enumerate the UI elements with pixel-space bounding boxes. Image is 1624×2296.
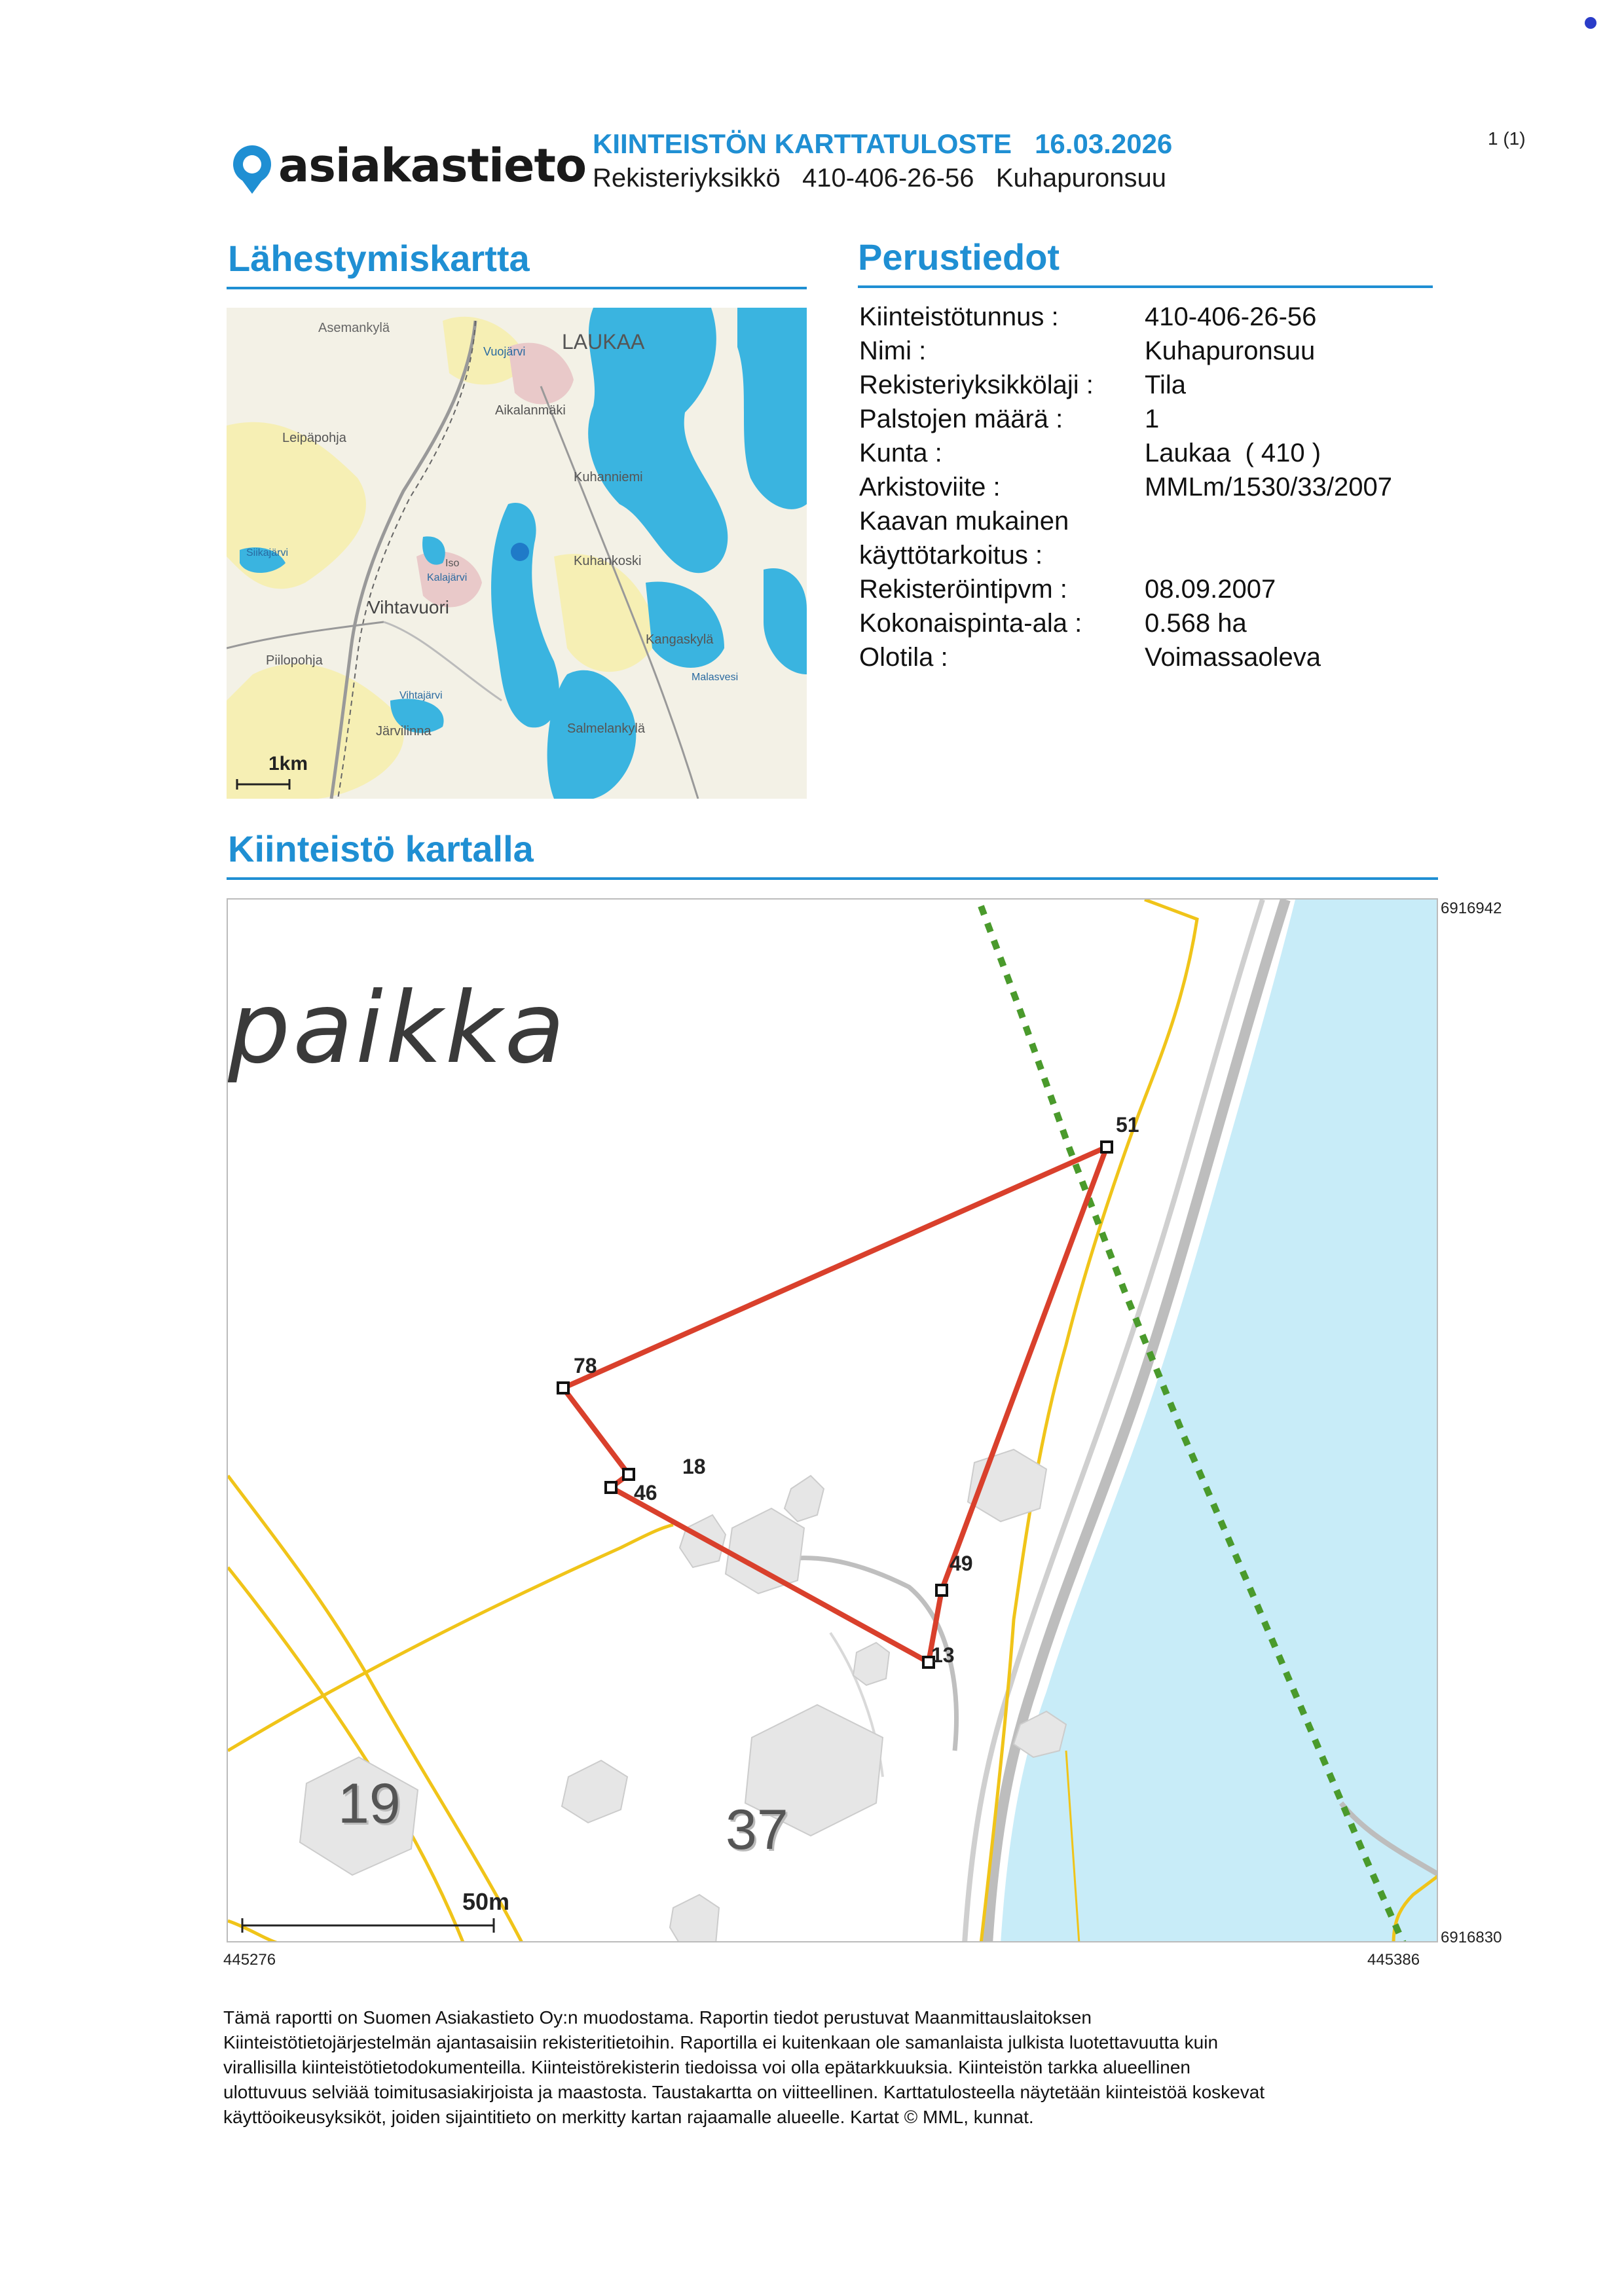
report-title: KIINTEISTÖN KARTTATULOSTE 16.03.2026 — [593, 128, 1173, 159]
place-label: Malasvesi — [692, 672, 739, 683]
disclaimer — [223, 2005, 1402, 2130]
disclaimer-line: Kiinteistötietojärjestelmän ajantasaisiin rekisteritietoihin. Raportilla ei kuitenkaan ole samanlaista julkista luotettavuutta kuin — [223, 2032, 1219, 2052]
info-value: Kuhapuronsuu — [1145, 337, 1316, 365]
location-pin-icon — [229, 143, 275, 194]
scale-bar-icon — [236, 779, 292, 790]
place-label: Vuojärvi — [483, 345, 526, 358]
info-label: Kunta : — [859, 439, 942, 467]
disclaimer-line: käyttöoikeusyksiköt, joiden sijaintitieto on merkitty kartan rajaamalle alueelle. Kartat © MML, kunnat. — [223, 2107, 1034, 2127]
property-map[interactable] — [227, 898, 1438, 1942]
disclaimer-line: ulottuvuus selviää toimitusasiakirjoista ja maastosta. Taustakartta on viitteellinen. Karttatulosteella näytetään kiinteistöä koskevat — [223, 2082, 1265, 2102]
subtitle-name: Kuhapuronsuu — [995, 164, 1167, 192]
approach-map[interactable] — [227, 308, 807, 799]
map-place-label: paikka — [228, 972, 568, 1085]
info-value: 08.09.2007 — [1145, 575, 1276, 604]
info-value: MMLm/1530/33/2007 — [1145, 473, 1393, 501]
place-label: Salmelankylä — [567, 721, 645, 736]
info-value: 0.568 ha — [1145, 609, 1247, 638]
approach-map-rule — [227, 287, 807, 289]
place-label: Kuhankoski — [574, 554, 642, 568]
coord-top-right: 6916942 — [1441, 900, 1502, 917]
point-label: 49 — [950, 1552, 973, 1575]
property-map-rule — [227, 877, 1438, 880]
disclaimer-line: Tämä raportti on Suomen Asiakastieto Oy:n muodostama. Raportin tiedot perustuvat Maanmittauslaitoksen — [223, 2007, 1092, 2028]
info-value: 410-406-26-56 — [1145, 302, 1317, 331]
report-subtitle — [593, 164, 1166, 193]
info-label: Rekisteriyksikkölaji : — [859, 371, 1094, 399]
page-number: 1 (1) — [1488, 128, 1526, 149]
point-label: 51 — [1116, 1113, 1139, 1137]
basic-info-title: Perustiedot — [858, 236, 1060, 278]
info-label: Kaavan mukainen — [859, 507, 1069, 536]
info-label: käyttötarkoitus : — [859, 541, 1043, 570]
info-label: Arkistoviite : — [859, 473, 1001, 501]
subtitle-label: Rekisteriyksikkö — [593, 164, 781, 192]
info-value: 1 — [1145, 405, 1160, 433]
info-label: Palstojen määrä : — [859, 405, 1063, 433]
place-label: Vihtajärvi — [399, 690, 443, 701]
property-map-scale: 50m — [462, 1888, 510, 1915]
info-label: Olotila : — [859, 643, 948, 672]
logo-text: asiakastieto — [278, 139, 587, 192]
property-map-title: Kiinteistö kartalla — [228, 828, 534, 869]
scale-bar-icon — [241, 1918, 496, 1933]
coord-bottom-mid: 445386 — [1367, 1951, 1420, 1969]
point-label: 46 — [634, 1481, 657, 1504]
info-label: Nimi : — [859, 337, 927, 365]
point-label: 13 — [931, 1643, 955, 1667]
place-label: Kalajärvi — [427, 572, 468, 583]
parcel-number: 19 — [338, 1772, 401, 1835]
info-value: Laukaa ( 410 ) — [1145, 439, 1321, 467]
approach-map-title: Lähestymiskartta — [228, 238, 530, 279]
info-label: Kiinteistötunnus : — [859, 302, 1059, 331]
place-label: Vihtavuori — [368, 597, 450, 617]
coord-bottom-right: 6916830 — [1441, 1929, 1502, 1946]
place-label: Kangaskylä — [646, 632, 714, 647]
place-label: Piilopohja — [266, 653, 323, 668]
place-label: Aikalanmäki — [495, 403, 566, 418]
basic-info-rule — [858, 285, 1433, 288]
approach-map-graphic — [227, 308, 807, 799]
place-label: Asemankylä — [318, 321, 390, 335]
info-label: Kokonaispinta-ala : — [859, 609, 1082, 638]
place-label: LAUKAA — [562, 330, 645, 354]
info-value: Tila — [1145, 371, 1186, 399]
place-label: Järvilinna — [376, 724, 432, 738]
parcel-number: 37 — [726, 1798, 788, 1861]
approach-map-scale: 1km — [268, 753, 308, 774]
disclaimer-line: virallisilla kiinteistötietodokumenteilla. Kiinteistörekisterin tiedoissa voi olla epätarkkuuksia. Kiinteistön tarkka alueellinen — [223, 2057, 1190, 2077]
subtitle-id: 410-406-26-56 — [802, 164, 974, 192]
corner-mark — [1585, 17, 1596, 29]
place-label: Leipäpohja — [282, 431, 346, 445]
place-label: Kuhanniemi — [574, 470, 643, 484]
point-label: 18 — [682, 1455, 706, 1478]
place-label: Iso — [445, 558, 460, 569]
place-label: Siikajärvi — [246, 547, 289, 558]
info-value: Voimassaoleva — [1145, 643, 1321, 672]
point-label: 78 — [574, 1354, 597, 1377]
coord-bottom-left: 445276 — [223, 1951, 276, 1969]
info-label: Rekisteröintipvm : — [859, 575, 1067, 604]
